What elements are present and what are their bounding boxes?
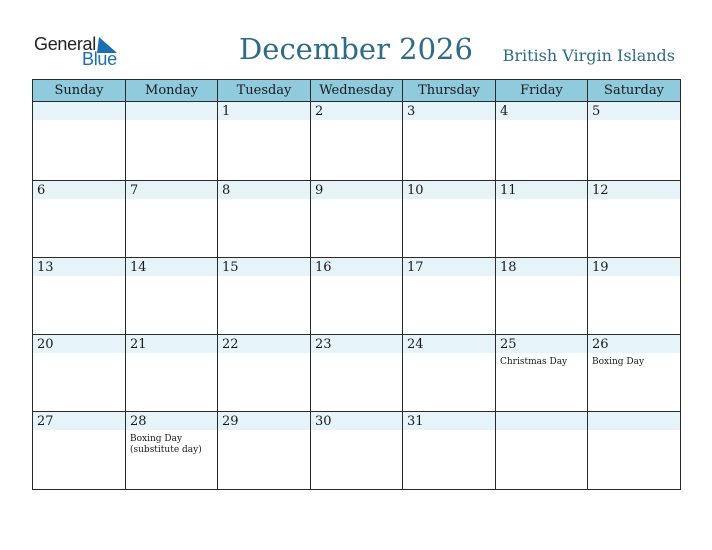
day-cell [218, 102, 311, 181]
week-row [33, 412, 681, 490]
day-cell [403, 258, 496, 335]
day-number: 25 [500, 337, 517, 352]
day-cell [126, 412, 218, 490]
day-number: 11 [500, 183, 517, 198]
day-number: 29 [222, 414, 239, 429]
day-number: 7 [130, 183, 139, 198]
day-header-band [403, 102, 495, 120]
weekday-sunday: Sunday [33, 80, 126, 102]
day-cell [403, 335, 496, 412]
day-number: 4 [500, 104, 509, 119]
day-number: 19 [592, 260, 609, 275]
day-number: 20 [37, 337, 54, 352]
day-cell [33, 335, 126, 412]
day-cell [496, 258, 588, 335]
weekday-monday: Monday [126, 80, 218, 102]
day-number: 6 [37, 183, 46, 198]
day-number: 30 [315, 414, 332, 429]
day-cell [33, 181, 126, 258]
day-cell [588, 102, 681, 181]
weekday-thursday: Thursday [403, 80, 496, 102]
weekday-saturday: Saturday [588, 80, 681, 102]
holiday-label: Boxing Day (substitute day) [130, 434, 202, 455]
day-number: 14 [130, 260, 147, 275]
day-cell [311, 412, 403, 490]
logo-text-general: General [34, 34, 96, 54]
page-title: December 2026 [239, 32, 473, 66]
holiday-label: Boxing Day [592, 357, 645, 367]
day-cell [218, 412, 311, 490]
day-cell [403, 412, 496, 490]
weekday-header-row [33, 80, 681, 102]
day-number: 3 [407, 104, 416, 119]
day-header-band [311, 102, 402, 120]
day-header-band [496, 412, 587, 430]
calendar-grid [32, 79, 681, 490]
day-header-band [126, 181, 217, 199]
day-cell [33, 258, 126, 335]
day-cell [496, 335, 588, 412]
day-cell [126, 258, 218, 335]
day-cell [588, 412, 681, 490]
day-number: 10 [407, 183, 424, 198]
day-cell [588, 181, 681, 258]
week-row [33, 181, 681, 258]
day-cell [588, 335, 681, 412]
day-number: 15 [222, 260, 239, 275]
day-header-band [588, 102, 680, 120]
day-number: 13 [37, 260, 54, 275]
day-number: 22 [222, 337, 239, 352]
day-cell [311, 181, 403, 258]
weekday-tuesday: Tuesday [218, 80, 311, 102]
day-cell [403, 102, 496, 181]
day-number: 8 [222, 183, 231, 198]
day-header-band [311, 181, 402, 199]
day-cell [126, 102, 218, 181]
day-header-band [33, 102, 125, 120]
day-number: 12 [592, 183, 609, 198]
day-header-band [588, 412, 680, 430]
day-number: 26 [592, 337, 609, 352]
day-cell [218, 335, 311, 412]
day-number: 31 [407, 414, 424, 429]
day-number: 23 [315, 337, 332, 352]
day-cell [496, 181, 588, 258]
day-cell [126, 181, 218, 258]
day-number: 16 [315, 260, 332, 275]
day-number: 1 [222, 104, 231, 119]
day-cell [311, 335, 403, 412]
day-header-band [126, 102, 217, 120]
week-row [33, 102, 681, 181]
day-cell [33, 102, 126, 181]
day-cell [311, 102, 403, 181]
day-number: 5 [592, 104, 601, 119]
holiday-label: Christmas Day [500, 357, 568, 367]
day-cell [588, 258, 681, 335]
day-number: 18 [500, 260, 517, 275]
day-number: 9 [315, 183, 324, 198]
day-header-band [218, 181, 310, 199]
weekday-wednesday: Wednesday [311, 80, 403, 102]
week-row [33, 258, 681, 335]
day-cell [311, 258, 403, 335]
day-number: 2 [315, 104, 324, 119]
day-number: 17 [407, 260, 424, 275]
day-cell [33, 412, 126, 490]
week-row [33, 335, 681, 412]
day-header-band [496, 102, 587, 120]
day-number: 24 [407, 337, 424, 352]
country-name: British Virgin Islands [502, 46, 675, 65]
day-header-band [33, 181, 125, 199]
day-cell [403, 181, 496, 258]
day-cell [496, 102, 588, 181]
day-cell [218, 258, 311, 335]
day-header-band [218, 102, 310, 120]
day-number: 27 [37, 414, 54, 429]
weekday-friday: Friday [496, 80, 588, 102]
day-cell [218, 181, 311, 258]
day-cell [126, 335, 218, 412]
day-cell [496, 412, 588, 490]
day-number: 28 [130, 414, 147, 429]
day-number: 21 [130, 337, 147, 352]
logo-text-blue: Blue [82, 49, 117, 69]
